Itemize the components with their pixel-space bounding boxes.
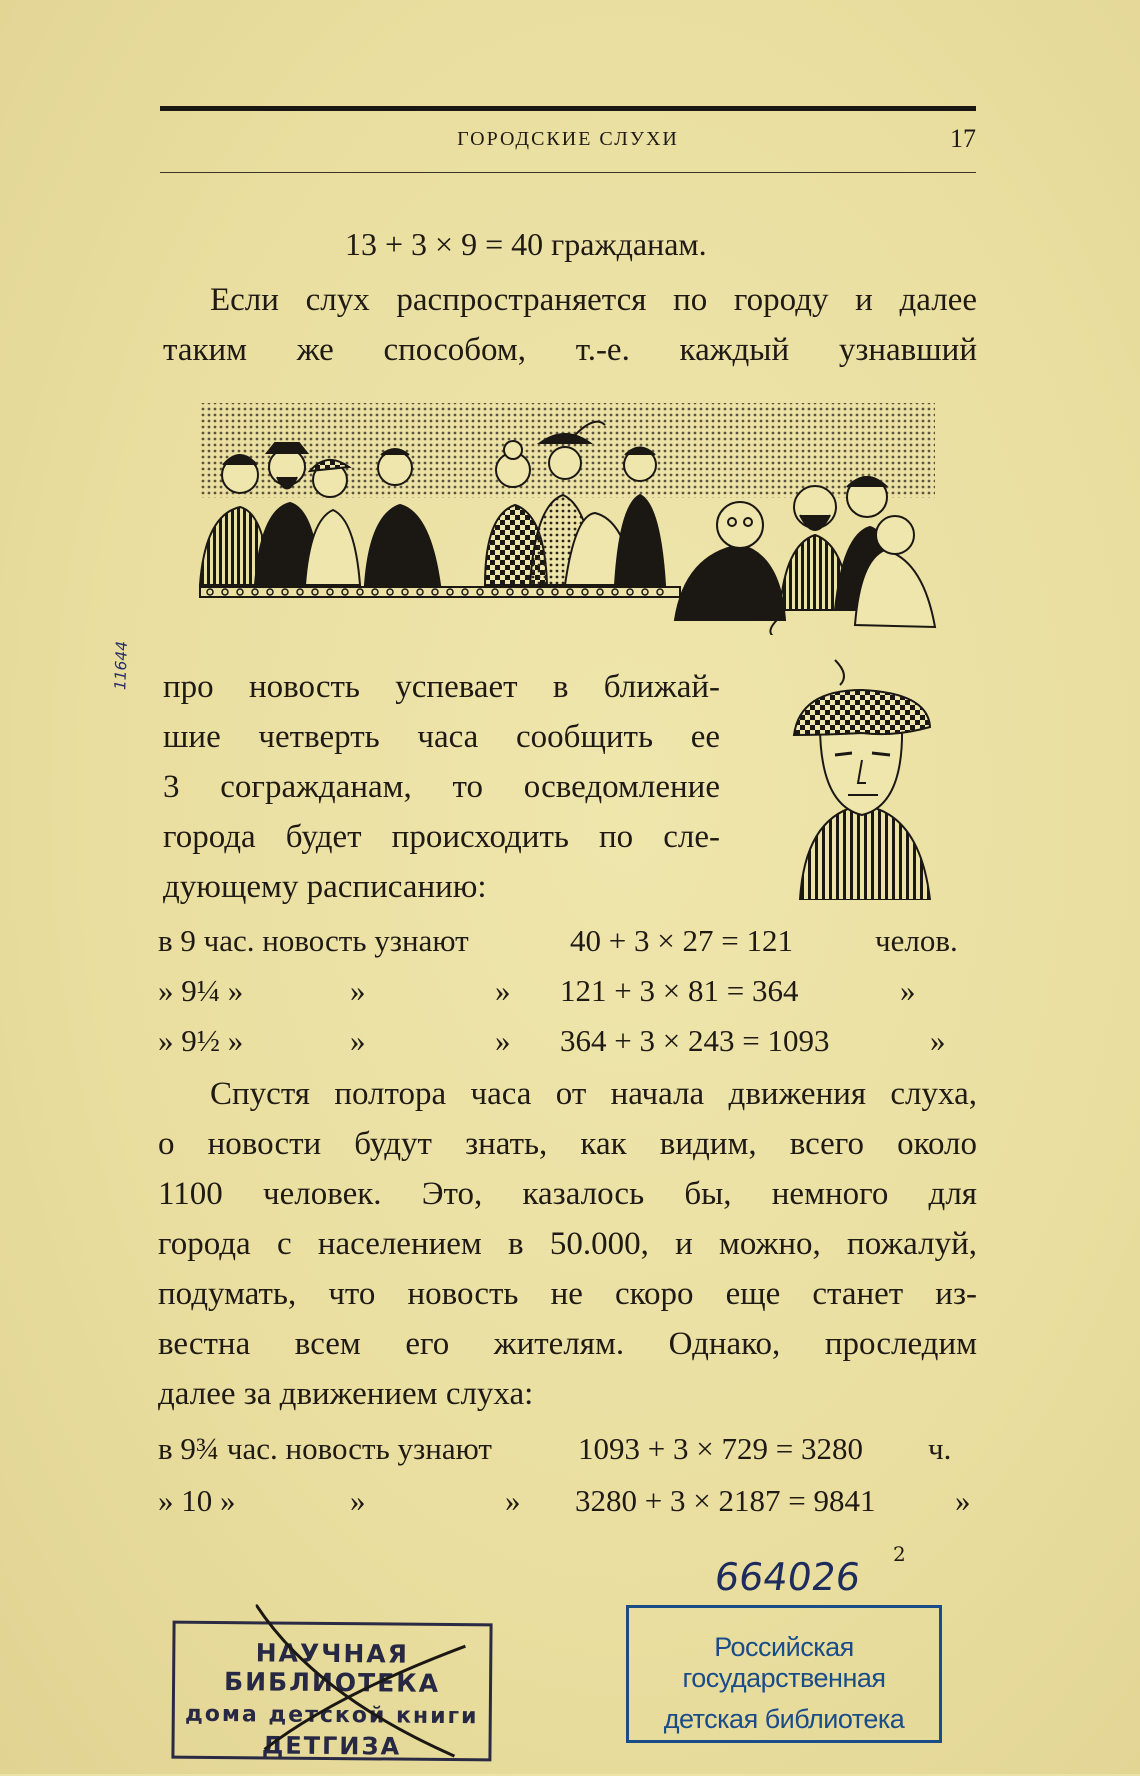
para3-line-5: подумать, что новость не скоро еще станет из-: [158, 1276, 977, 1312]
header-rule-thin: [160, 172, 976, 173]
stamp-left-line-2: дома детской книги: [184, 1701, 479, 1730]
accession-number: 664026: [711, 1555, 864, 1599]
schedule1-ditto: »: [350, 1023, 366, 1058]
stamp-left-line-1: НАУЧНАЯ БИБЛИОТЕКА: [223, 1638, 441, 1698]
schedule2-ditto: »: [505, 1483, 521, 1518]
para2-line-5: дующему расписанию:: [163, 869, 487, 905]
para3-line-6: вестна всем его жителям. Однако, проследим: [158, 1326, 977, 1362]
schedule1-time: » 9¼ »: [158, 973, 244, 1008]
schedule2-time: » 10 »: [158, 1483, 236, 1518]
library-stamp-rgdb: [626, 1605, 942, 1743]
crowd-illustration: [195, 395, 940, 635]
schedule1-time: » 9½ »: [158, 1023, 244, 1058]
schedule2-time: в 9¾ час. новость узнают: [158, 1431, 492, 1466]
stamp-right-line-2: детская библиотека: [663, 1704, 905, 1734]
schedule1-ditto: »: [495, 1023, 511, 1058]
schedule2-unit: »: [955, 1483, 971, 1518]
signature-mark: 2: [893, 1542, 906, 1566]
para1-line-2: таким же способом, т.-е. каждый узнавший: [163, 332, 977, 368]
schedule1-calc: 121 + 3 × 81 = 364: [560, 973, 799, 1008]
schedule1-unit: челов.: [875, 923, 958, 958]
schedule1-calc: 40 + 3 × 27 = 121: [570, 923, 793, 958]
stamp-left-line-3: ДЕТГИЗА: [261, 1731, 402, 1761]
para3-line-2: о новости будут знать, как видим, всего около: [158, 1126, 977, 1162]
schedule1-ditto: »: [495, 973, 511, 1008]
handwritten-margin-number: [20, 620, 222, 697]
para2-line-3: 3 согражданам, то осведомление: [163, 769, 720, 805]
schedule1-unit: »: [930, 1023, 946, 1058]
schedule1-time: в 9 час. новость узнают: [158, 923, 469, 958]
schedule2-ditto: »: [350, 1483, 366, 1518]
schedule2-calc: 3280 + 3 × 2187 = 9841: [575, 1483, 876, 1518]
para3-line-3: 1100 человек. Это, казалось бы, немного для: [158, 1176, 977, 1212]
para2-line-4: города будет происходить по сле-: [163, 819, 720, 855]
schedule1-unit: »: [900, 973, 916, 1008]
header-rule-thick: [160, 106, 976, 111]
para2-line-1: про новость успевает в ближай-: [163, 669, 720, 705]
schedule1-ditto: »: [350, 973, 366, 1008]
svg-text:11644: 11644: [111, 640, 132, 691]
para1-line-1: Если слух распространяется по городу и далее: [210, 282, 977, 318]
para3-line-1: Спустя полтора часа от начала движения слуха,: [210, 1076, 977, 1112]
schedule2-unit: ч.: [928, 1431, 952, 1466]
para2-line-2: шие четверть часа сообщить ее: [163, 719, 720, 755]
page-number: 17: [950, 124, 976, 153]
para3-line-7: далее за движением слуха:: [158, 1376, 534, 1412]
schedule2-calc: 1093 + 3 × 729 = 3280: [578, 1431, 863, 1466]
running-title: ГОРОДСКИЕ СЛУХИ: [457, 128, 679, 150]
para3-line-4: города с населением в 50.000, и можно, пожалуй,: [158, 1226, 977, 1262]
library-stamp-detgiz: [171, 1621, 492, 1762]
stamp-right-line-1: Российская государственная: [682, 1632, 886, 1693]
man-in-cap-illustration: [780, 655, 945, 900]
stamp-cross-out: [254, 1604, 475, 1776]
formula-line: 13 + 3 × 9 = 40 гражданам.: [345, 226, 707, 262]
schedule1-calc: 364 + 3 × 243 = 1093: [560, 1023, 830, 1058]
